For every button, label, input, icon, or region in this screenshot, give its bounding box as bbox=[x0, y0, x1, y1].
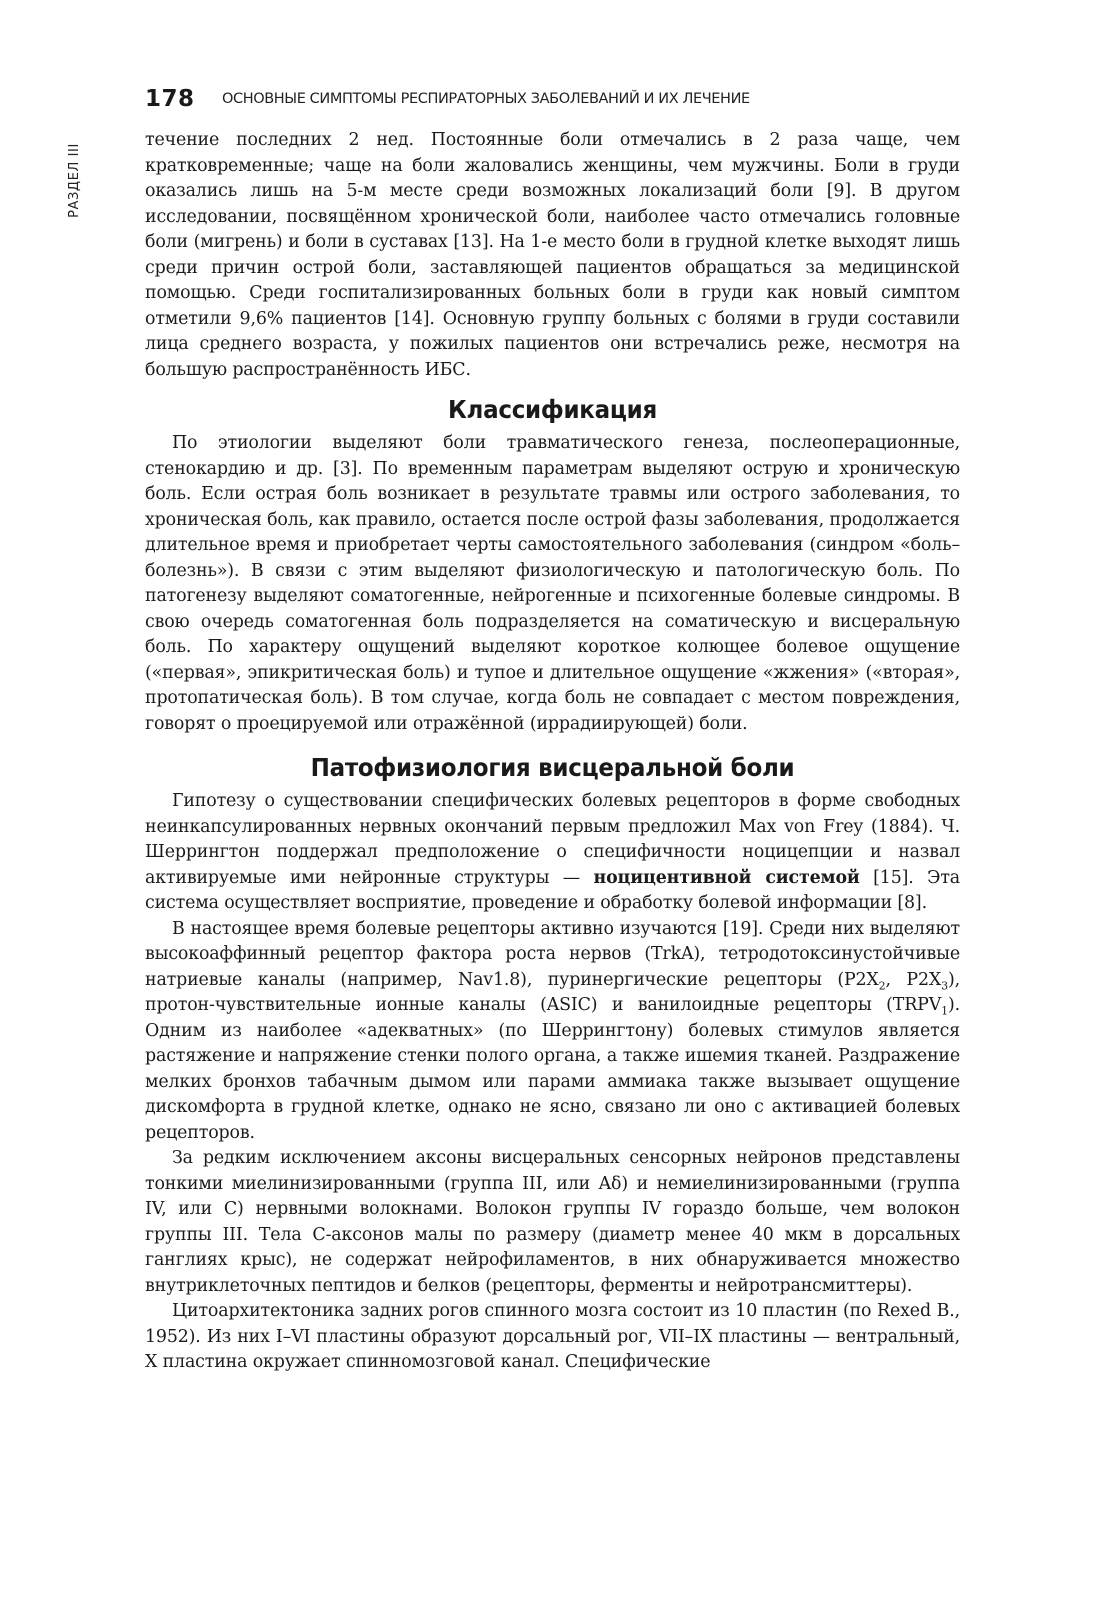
paragraph-nociception bbox=[145, 789, 960, 917]
section-tab bbox=[62, 135, 86, 225]
paragraph-intro: течение последних 2 нед. Постоянные боли отмечались в 2 раза чаще, чем кратковременные; чаще на боли жаловались женщины, чем мужчины. Боли в груди оказались лишь на 5-м месте среди возможных локализаций боли [9]. В другом исследовании, посвящённом хронической боли, наиболее часто отмечались головные боли (мигрень) и боли в суставах [13]. На 1-е место боли в грудной клетке выходят лишь среди причин острой боли, заставляющей пациентов обращаться за медицинской помощью. Среди госпитализированных больных боли в груди как новый симптом отметили 9,6% пациентов [14]. Основную группу больных с болями в груди составили лица среднего возраста, у пожилых пациентов они встречались реже, несмотря на большую распространённость ИБС. bbox=[145, 130, 960, 380]
text-run: [15]. Эта система осуществляет восприятие, проведение и обработку болевой информации [8]. bbox=[145, 867, 961, 913]
paragraph-classification: По этиологии выделяют боли травматического генеза, послеоперационные, стенокардию и др. [3]. По временным параметрам выделяют острую и хроническую боль. Если острая боль возникает в результате травмы или острого заболевания, то хроническая боль, как правило, остается после острой фазы заболевания, продолжается длительное время и приобретает черты самостоятельного заболевания (синдром «боль–болезнь»). В связи с этим выделяют физиологическую и патологическую боль. По патогенезу выделяют соматогенные, нейрогенные и психогенные болевые синдромы. В свою очередь соматогенная боль подразделяется на соматическую и висцеральную боль. По характеру ощущений выделяют короткое колющее болевое ощущение («первая», эпикритическая боль) и тупое и длительное ощущение «жжения» («вторая», протопатическая боль). В том случае, когда боль не совпадает с местом повреждения, говорят о проецируемой или отражённой (иррадиирующей) боли. bbox=[145, 433, 960, 734]
running-head: ОСНОВНЫЕ СИМПТОМЫ РЕСПИРАТОРНЫХ ЗАБОЛЕВАНИЙ И ИХ ЛЕЧЕНИЕ bbox=[222, 91, 750, 107]
paragraph-axons: За редким исключением аксоны висцеральных сенсорных нейронов представлены тонкими миелинизированными (группа III, или Aδ) и немиелинизированными (группа IV, или С) нервными волокнами. Волокон группы IV гораздо больше, чем волокон группы III. Тела С-аксонов малы по размеру (диаметр менее 40 мкм в дорсальных ганглиях крыс), не содержат нейрофиламентов, в них обнаруживается множество внутриклеточных пептидов и белков (рецепторы, ферменты и нейротрансмиттеры). bbox=[145, 1148, 960, 1296]
paragraph-receptors bbox=[145, 917, 960, 1147]
page-body bbox=[145, 128, 960, 1376]
text-run: Гипотезу о существовании специфических болевых рецепторов в форме свободных неинкапсулированных нервных окончаний первым предложил Max von Frey (1884). Ч. Шеррингтон поддержал предположение о специфичности ноцицепции и назвал активируемые ими нейронные структуры — bbox=[145, 791, 960, 888]
text-run: ). Одним из наиболее «адекватных» (по Шеррингтону) болевых стимулов является растяжение и напряжение стенки полого органа, а также ишемия тканей. Раздражение мелких бронхов табачным дымом или парами аммиака также вызывает ощущение дискомфорта в грудной клетке, однако не ясно, связано ли оно с активацией болевых рецепторов. bbox=[145, 995, 960, 1143]
paragraph-cytoarchitecture: Цитоархитектоника задних рогов спинного мозга состоит из 10 пластин (по Rexed B., 1952). Из них I–VI пластины образуют дорсальный рог, VII–IX пластины — вентральный, X пластина окружает спинномозговой канал. Специфические bbox=[145, 1301, 960, 1372]
text-run: , P2X bbox=[885, 969, 942, 990]
subscript: 1 bbox=[941, 1004, 948, 1018]
text-run: ), протон-чувствительные ионные каналы (ASIC) и ванилоидные рецепторы (TRPV bbox=[145, 969, 961, 1015]
bold-term: ноцицентивной системой bbox=[593, 867, 860, 888]
subscript: 3 bbox=[941, 978, 948, 992]
section-tab-label: РАЗДЕЛ III bbox=[66, 142, 82, 218]
text-run: В настоящее время болевые рецепторы активно изучаются [19]. Среди них выделяют высокоаффинный рецептор фактора роста нервов (TrkA), тетродотоксинустойчивые натриевые каналы (например, Nav1.8), пуринергические рецепторы (P2X bbox=[145, 918, 960, 990]
subscript: 2 bbox=[878, 978, 886, 992]
heading-pathophysiology: Патофизиология висцеральной боли bbox=[310, 753, 795, 782]
page-number: 178 bbox=[145, 86, 195, 112]
heading-classification: Классификация bbox=[448, 395, 657, 424]
